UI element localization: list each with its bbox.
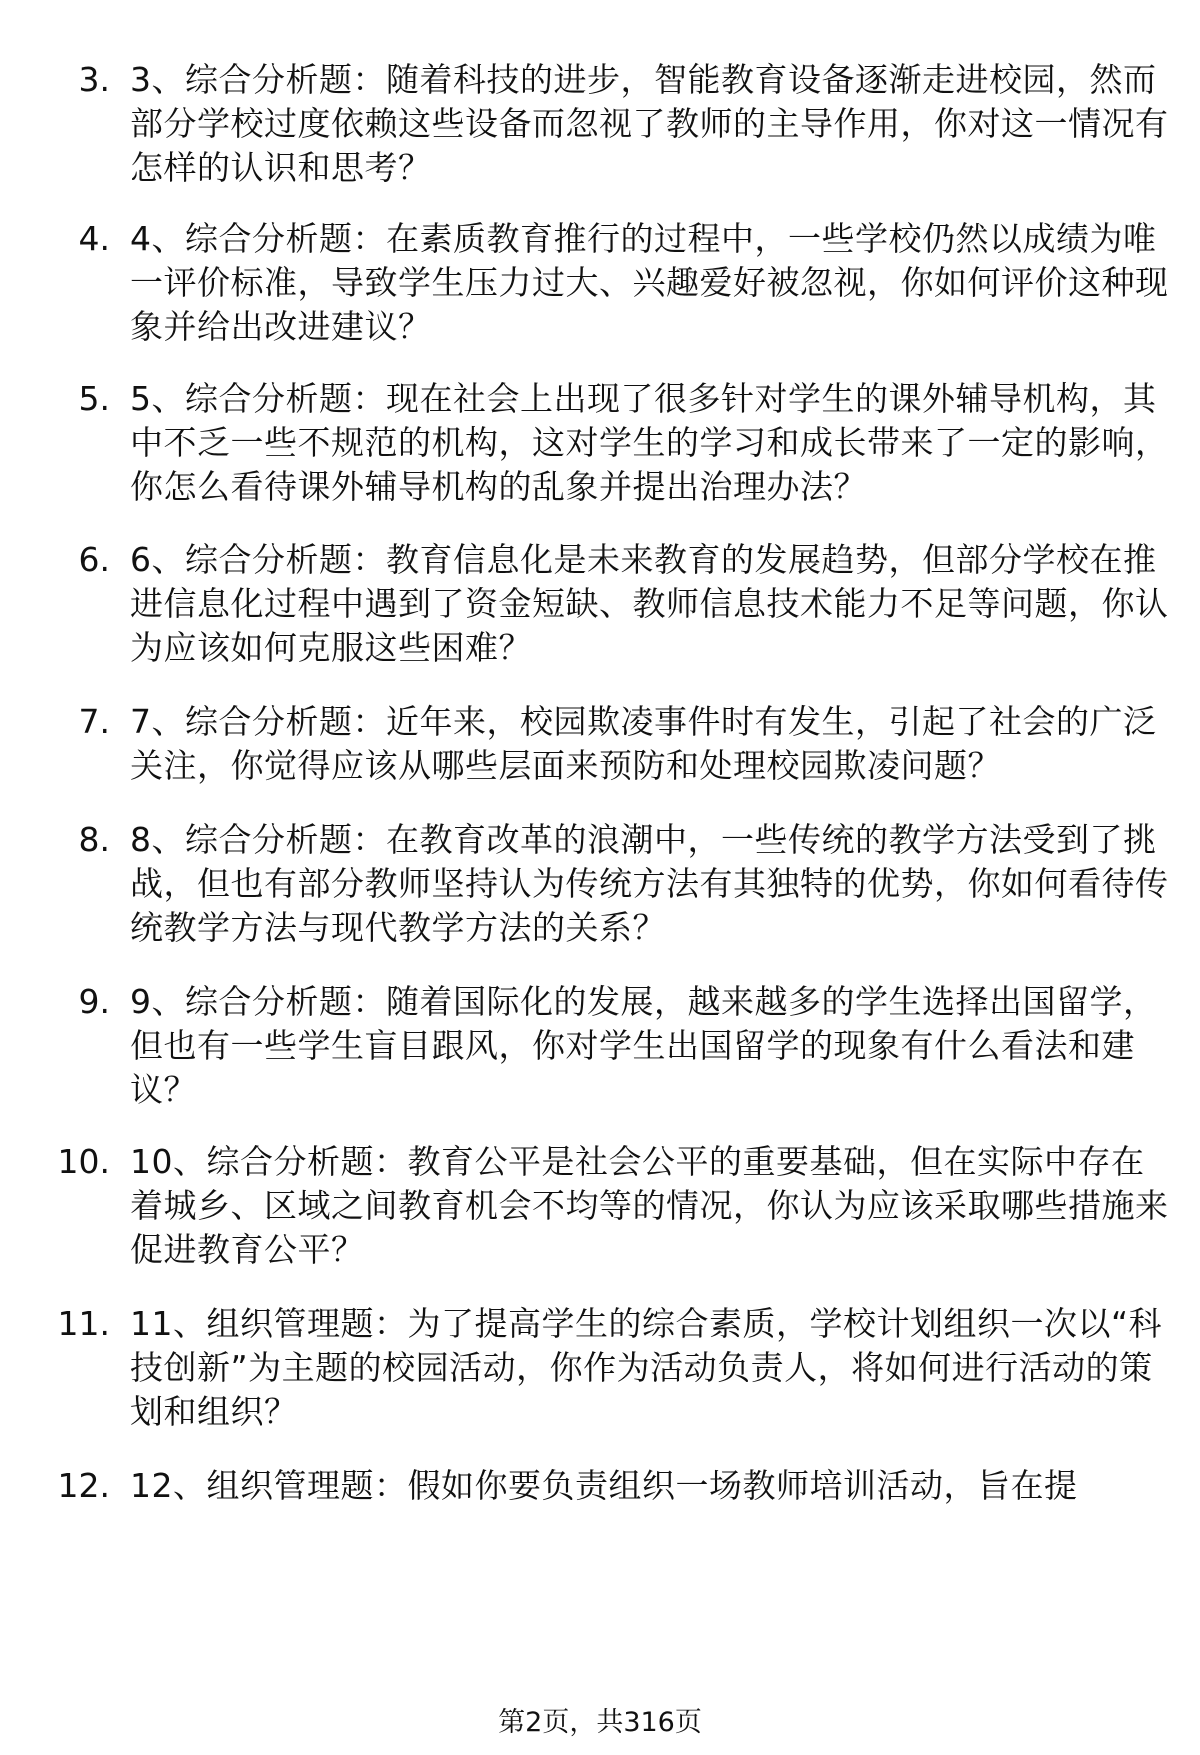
question-text: 10、综合分析题：教育公平是社会公平的重要基础，但在实际中存在着城乡、区域之间教育机会不均等的情况，你认为应该采取哪些措施来促进教育公平？ — [130, 1142, 1169, 1269]
page-indicator: 第2页，共316页 — [498, 1707, 702, 1738]
question-text: 9、综合分析题：随着国际化的发展，越来越多的学生选择出国留学，但也有一些学生盲目跟风，你对学生出国留学的现象有什么看法和建议？ — [130, 982, 1157, 1109]
question-number: 4. — [78, 219, 110, 258]
question-text: 4、综合分析题：在素质教育推行的过程中，一些学校仍然以成绩为唯一评价标准，导致学生压力过大、兴趣爱好被忽视，你如何评价这种现象并给出改进建议？ — [130, 219, 1169, 346]
question-number: 10. — [57, 1142, 110, 1181]
question-number: 5. — [78, 379, 110, 418]
question-number: 6. — [78, 540, 110, 579]
question-number: 11. — [57, 1304, 110, 1343]
question-text: 6、综合分析题：教育信息化是未来教育的发展趋势，但部分学校在推进信息化过程中遇到了资金短缺、教师信息技术能力不足等问题，你认为应该如何克服这些困难？ — [130, 540, 1169, 667]
question-text: 12、组织管理题：假如你要负责组织一场教师培训活动，旨在提 — [130, 1466, 1078, 1505]
question-number: 8. — [78, 820, 110, 859]
question-number: 12. — [57, 1466, 110, 1505]
question-text: 7、综合分析题：近年来，校园欺凌事件时有发生，引起了社会的广泛关注，你觉得应该从哪些层面来预防和处理校园欺凌问题？ — [130, 702, 1157, 785]
question-text: 5、综合分析题：现在社会上出现了很多针对学生的课外辅导机构，其中不乏一些不规范的机构，这对学生的学习和成长带来了一定的影响，你怎么看待课外辅导机构的乱象并提出治理办法？ — [130, 379, 1169, 506]
question-number: 7. — [78, 702, 110, 741]
question-number: 9. — [78, 982, 110, 1021]
question-text: 8、综合分析题：在教育改革的浪潮中，一些传统的教学方法受到了挑战，但也有部分教师坚持认为传统方法有其独特的优势，你如何看待传统教学方法与现代教学方法的关系？ — [130, 820, 1169, 947]
question-number: 3. — [78, 60, 110, 99]
question-text: 11、组织管理题：为了提高学生的综合素质，学校计划组织一次以“科技创新”为主题的校园活动，你作为活动负责人，将如何进行活动的策划和组织？ — [130, 1304, 1163, 1431]
question-text: 3、综合分析题：随着科技的进步，智能教育设备逐渐走进校园，然而部分学校过度依赖这些设备而忽视了教师的主导作用，你对这一情况有怎样的认识和思考？ — [130, 60, 1169, 187]
